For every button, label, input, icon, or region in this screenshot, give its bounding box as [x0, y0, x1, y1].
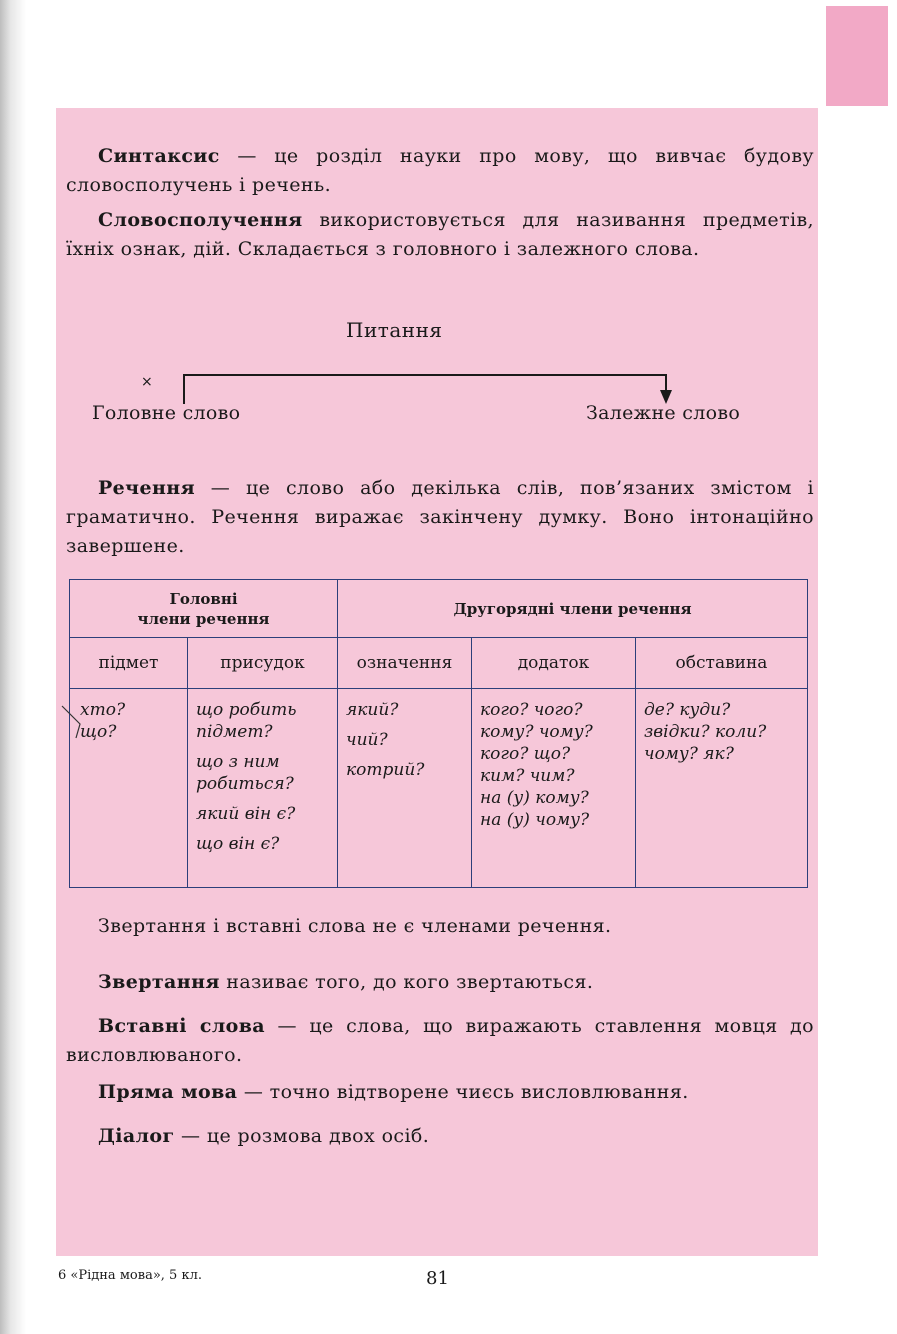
address-paragraph — [66, 968, 814, 997]
direct-speech-definition: — точно відтворене чиєсь висловлювання. — [237, 1081, 689, 1103]
column-attribute: означення — [338, 638, 472, 689]
direct-speech-term: Пряма мова — [98, 1081, 238, 1103]
footer-signature: 6 «Рідна мова», 5 кл. — [58, 1268, 202, 1283]
adverbial-questions: де? куди? звідки? коли? чому? як? — [636, 689, 808, 888]
insert-paragraph — [66, 1012, 814, 1070]
pen-mark-icon — [58, 702, 98, 742]
secondary-members-header: Другорядні члени речення — [338, 580, 808, 638]
syntax-term: Синтаксис — [98, 145, 220, 167]
page-number: 81 — [426, 1268, 449, 1289]
phrase-term: Словосполучення — [98, 209, 303, 231]
insert-definition: — це слова, що виражають ставлення мовця до висловлюваного. — [66, 1015, 814, 1066]
phrase-definition: використовується для називання предметів, їхніх ознак, дій. Складається з головного і залежного слова. — [66, 209, 814, 260]
syntax-paragraph — [66, 142, 814, 200]
sentence-members-table — [69, 579, 807, 888]
subject-questions: хто? що? — [70, 689, 188, 888]
attribute-questions: який? чий? котрий? — [338, 689, 472, 888]
sentence-term: Речення — [98, 477, 196, 499]
page-corner-tab — [826, 6, 888, 106]
direct-speech-paragraph — [66, 1078, 814, 1107]
sentence-definition: — це слово або декілька слів, пов’язаних змістом і граматично. Речення виражає закінчену думку. Воно інтонаційно завершене. — [66, 477, 814, 557]
cross-mark: × — [141, 374, 153, 390]
insert-term: Вставні слова — [98, 1015, 266, 1037]
column-subject: підмет — [70, 638, 188, 689]
column-adverbial: обставина — [636, 638, 808, 689]
address-definition: називає того, до кого звертаються. — [219, 971, 594, 993]
syntax-definition: — це розділ науки про мову, що вивчає будову словосполучень і речень. — [66, 145, 814, 196]
column-object: додаток — [472, 638, 636, 689]
dialog-definition: — це розмова двох осіб. — [174, 1125, 430, 1147]
phrase-paragraph — [66, 206, 814, 264]
book-spine-shadow — [0, 0, 26, 1334]
object-questions: кого? чого? кому? чому? кого? що? ким? чим? на (у) кому? на (у) чому? — [472, 689, 636, 888]
dependent-word-label: Залежне слово — [586, 402, 741, 424]
main-word-label: Головне слово — [92, 402, 241, 424]
question-label: Питання — [346, 318, 443, 342]
predicate-questions: що робить підмет? що з ним робиться? який він є? що він є? — [188, 689, 338, 888]
main-members-header: Головні члени речення — [70, 580, 338, 638]
address-note: Звертання і вставні слова не є членами речення. — [98, 915, 612, 937]
column-predicate: присудок — [188, 638, 338, 689]
sentence-paragraph — [66, 474, 814, 561]
dialog-paragraph — [66, 1122, 814, 1151]
address-term: Звертання — [98, 971, 220, 993]
dialog-term: Діалог — [98, 1125, 175, 1147]
